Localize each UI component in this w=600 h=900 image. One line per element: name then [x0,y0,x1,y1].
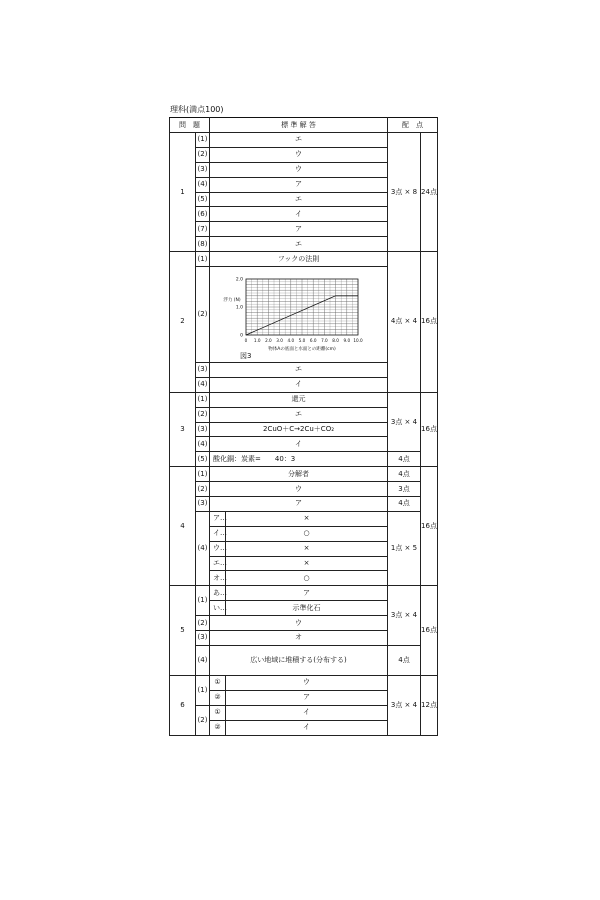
q5-points-4: 4点 [388,645,421,675]
y-axis-label: 浮力 (N) [223,298,241,304]
q2-answer: イ [210,377,388,392]
q6-answer: イ [226,705,388,720]
q4-answer: ア [210,497,388,512]
q4-sub: (1) [196,467,210,482]
q2-sub: (1) [196,252,210,267]
q1-points-each: 3点 × 8 [388,133,421,252]
q1-sub: (6) [196,207,210,222]
q4-points: 4点 [388,497,421,512]
page-title: 理科(満点100) [170,105,224,114]
x-tick-label: 9.0 [343,338,351,344]
q1-sub: (8) [196,237,210,252]
q3-points-total: 16点 [421,392,438,466]
x-tick-label: 1.0 [253,338,261,344]
q3-number: 3 [170,392,196,466]
header-mondai: 問 題 [170,118,210,133]
q5-key: あ… [210,586,226,601]
q1-points-total: 24点 [421,133,438,252]
q4-option-key: エ… [210,556,226,571]
q5-points-total: 16点 [421,586,438,676]
q4-number: 4 [170,467,196,586]
q3-points-each: 3点 × 4 [388,392,421,452]
q1-answer: イ [210,207,388,222]
q4-option-key: ア… [210,511,226,526]
q5-answer: ウ [210,616,388,631]
y-tick-label: 2.0 [235,277,243,283]
q4-answer: ウ [210,482,388,497]
x-tick-label: 5.0 [298,338,306,344]
y-tick-label: 0 [240,333,243,339]
q2-number: 2 [170,252,196,393]
x-tick-label: 8.0 [332,338,339,344]
q4-sub: (2) [196,482,210,497]
q4-option-value: × [226,556,388,571]
q4-option-value: × [226,541,388,556]
q3-sub: (4) [196,437,210,452]
q2-sub: (4) [196,377,210,392]
q1-sub: (3) [196,162,210,177]
q3-points-5: 4点 [388,452,421,467]
q3-answer: イ [210,437,388,452]
q3-answer: 還元 [210,392,388,407]
answer-table [169,117,438,736]
q4-sub: (3) [196,497,210,512]
x-tick-label: 3.0 [276,338,283,344]
q6-points-total: 12点 [421,675,438,735]
q6-circle: ① [210,705,226,720]
q5-sub: (2) [196,616,210,631]
q5-answer: 示準化石 [226,601,388,616]
q1-sub: (5) [196,192,210,207]
q1-sub: (4) [196,177,210,192]
y-tick-label: 1.0 [235,305,243,311]
q2-answer: フックの法則 [210,252,388,267]
x-axis-label: 物体Aの底面と水面との距離(cm) [268,347,336,353]
q5-answer: オ [210,631,388,646]
x-tick-label: 0 [244,338,248,344]
q5-answer: 広い地域に堆積する(分布する) [210,645,388,675]
q1-answer: エ [210,133,388,148]
q5-answer: ア [226,586,388,601]
q5-number: 5 [170,586,196,676]
q5-points-each: 3点 × 4 [388,586,421,646]
q2-answer: エ [210,363,388,378]
q2-sub: (3) [196,363,210,378]
q1-answer: エ [210,192,388,207]
q6-answer: ア [226,690,388,705]
q5-sub: (1) [196,586,210,616]
q1-answer: ウ [210,162,388,177]
q1-answer: ア [210,177,388,192]
q4-option-value: × [226,511,388,526]
q6-sub: (1) [196,675,210,705]
q4-option-value: ○ [226,526,388,541]
buoyancy-chart [210,267,388,353]
figure-label: 図3 [240,352,252,361]
q4-points: 3点 [388,482,421,497]
header-points: 配 点 [388,118,438,133]
q3-sub: (3) [196,422,210,437]
q4-points-total: 16点 [421,467,438,586]
q3-sub: (5) [196,452,210,467]
q3-answer: 2CuO＋C→2Cu＋CO₂ [210,422,388,437]
q6-circle: ① [210,675,226,690]
x-tick-label: 10.0 [353,338,363,344]
q6-number: 6 [170,675,196,735]
q4-points-4: 1点 × 5 [388,511,421,585]
q1-answer: ウ [210,147,388,162]
q4-points: 4点 [388,467,421,482]
q1-answer: エ [210,237,388,252]
q4-option-key: イ… [210,526,226,541]
q2-points-each: 4点 × 4 [388,252,421,393]
q4-sub: (4) [196,511,210,585]
q6-circle: ② [210,690,226,705]
q6-circle: ② [210,720,226,735]
x-tick-label: 6.0 [309,338,317,344]
q2-points-total: 16点 [421,252,438,393]
q5-key: い… [210,601,226,616]
q5-sub: (4) [196,645,210,675]
q6-sub: (2) [196,705,210,735]
q4-option-key: ウ… [210,541,226,556]
q2-sub: (2) [196,267,210,363]
q1-sub: (1) [196,133,210,148]
q1-sub: (7) [196,222,210,237]
q1-answer: ア [210,222,388,237]
q3-sub: (2) [196,407,210,422]
q3-answer: エ [210,407,388,422]
q6-points-each: 3点 × 4 [388,675,421,735]
q1-number: 1 [170,133,196,252]
header-answer: 標 準 解 答 [210,118,388,133]
q6-answer: イ [226,720,388,735]
q3-sub: (1) [196,392,210,407]
q2-chart-cell [210,267,388,363]
q4-option-value: ○ [226,571,388,586]
q4-option-key: オ… [210,571,226,586]
q1-sub: (2) [196,147,210,162]
x-tick-label: 2.0 [265,338,272,344]
q6-answer: ウ [226,675,388,690]
q3-answer: 酸化銅：炭素= 40：3 [210,452,388,467]
x-tick-label: 7.0 [321,338,328,344]
q5-sub: (3) [196,631,210,646]
x-tick-label: 4.0 [287,338,295,344]
q4-answer: 分解者 [210,467,388,482]
